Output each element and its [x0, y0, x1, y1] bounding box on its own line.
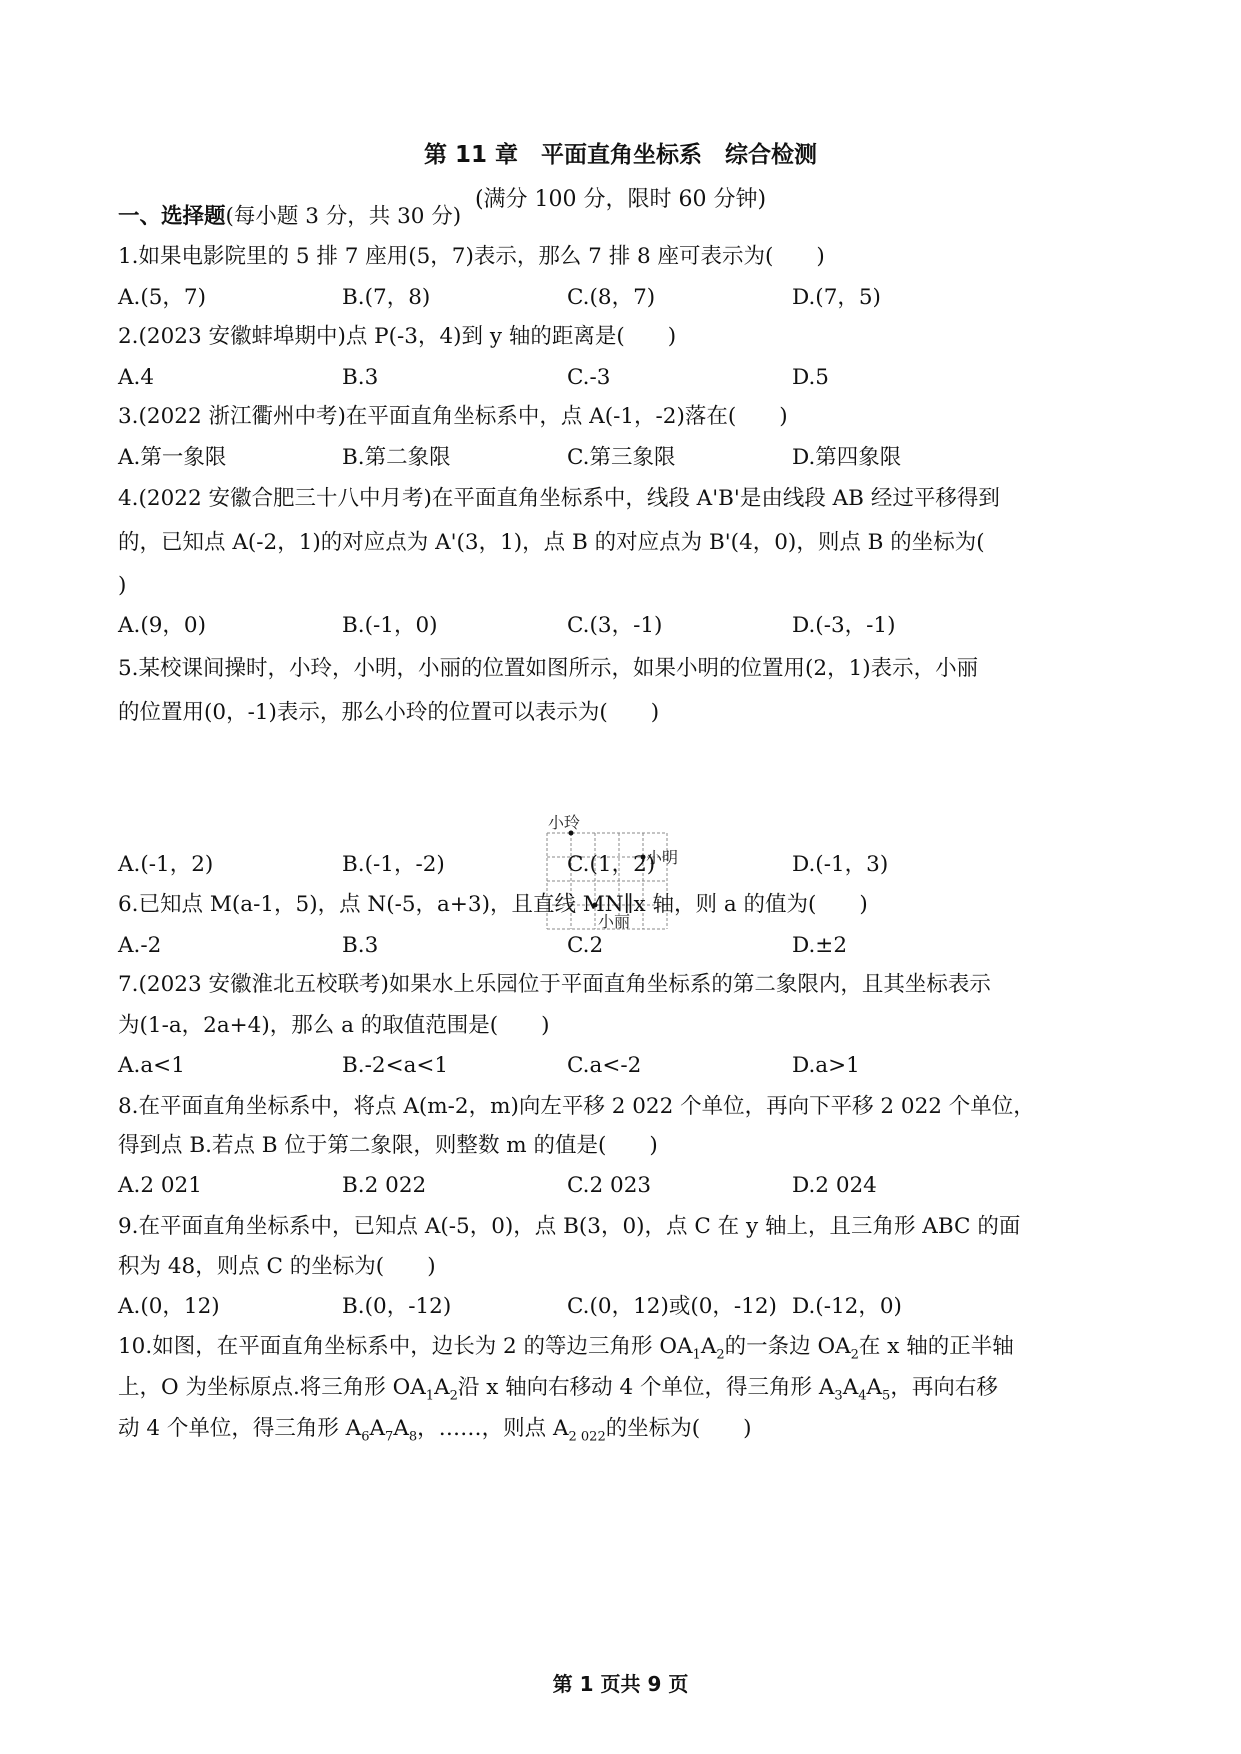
question-4-line-2: 的，已知点 A(-2，1)的对应点为 A'(3，1)，点 B 的对应点为 B'(4，0)，则点 B 的坐标为(: [118, 530, 985, 555]
question-2: 2.(2023 安徽蚌埠期中)点 P(-3，4)到 y 轴的距离是( ): [118, 324, 677, 349]
q2-option-a: A.4: [118, 365, 155, 390]
q3-option-a: A.第一象限: [118, 445, 227, 470]
q4-option-b: B.(-1，0): [342, 613, 438, 638]
xiaoming-label: 小明: [646, 848, 679, 867]
q7-option-b: B.-2<a<1: [342, 1053, 449, 1078]
page-footer: 第 1 页共 9 页: [552, 1672, 689, 1696]
q1-option-c: C.(8，7): [567, 285, 656, 310]
q10-subscript: 1: [425, 1388, 435, 1404]
q10-text: 的坐标为( ): [605, 1416, 752, 1441]
section-title: 一、选择题: [118, 204, 226, 229]
q10-text: ，……，则点 A: [417, 1416, 569, 1441]
q3-option-d: D.第四象限: [792, 445, 902, 470]
question-8-line-1: 8.在平面直角坐标系中，将点 A(m-2，m)向左平移 2 022 个单位，再向下平移 2 022 个单位，: [118, 1094, 1035, 1119]
q7-option-d: D.a>1: [792, 1053, 860, 1078]
q9-option-d: D.(-12，0): [792, 1294, 902, 1319]
question-5-line-2: 的位置用(0，-1)表示，那么小玲的位置可以表示为( ): [118, 700, 660, 725]
xiaoli-label: 小丽: [598, 912, 631, 931]
q1-option-a: A.(5，7): [118, 285, 206, 310]
q7-option-a: A.a<1: [118, 1053, 185, 1078]
q10-subscript: 7: [385, 1429, 394, 1445]
q6-option-a: A.-2: [118, 933, 162, 958]
q10-subscript: 3: [834, 1388, 843, 1404]
q10-text: 上，O 为坐标原点.将三角形 OA: [118, 1375, 426, 1400]
q10-text: A: [393, 1416, 409, 1441]
q10-text: 在 x 轴的正半轴: [858, 1334, 1014, 1359]
q10-text: A: [369, 1416, 386, 1441]
q6-option-c: C.2: [567, 933, 604, 958]
q6-option-b: B.3: [342, 933, 379, 958]
q9-option-b: B.(0，-12): [342, 1294, 452, 1319]
q1-option-d: D.(7，5): [792, 285, 881, 310]
q10-text: 10.如图，在平面直角坐标系中，边长为 2 的等边三角形 OA: [118, 1334, 693, 1359]
q9-option-a: A.(0，12): [118, 1294, 220, 1319]
q4-option-a: A.(9，0): [118, 613, 206, 638]
q8-option-a: A.2 021: [118, 1173, 202, 1198]
question-1: 1.如果电影院里的 5 排 7 座用(5，7)表示，那么 7 排 8 座可表示为( ): [118, 244, 825, 269]
q10-text: A: [700, 1334, 717, 1359]
question-9-line-1: 9.在平面直角坐标系中，已知点 A(-5，0)，点 B(3，0)，点 C 在 y 轴上，且三角形 ABC 的面: [118, 1214, 1021, 1239]
question-10-line-1: [118, 1332, 1128, 1370]
section-heading: [118, 202, 1128, 232]
question-6: 6.已知点 M(a-1，5)，点 N(-5，a+3)，且直线 MN∥x 轴，则 a 的值为( ): [118, 892, 868, 917]
q8-option-c: C.2 023: [567, 1173, 652, 1198]
q2-option-c: C.-3: [567, 365, 611, 390]
q10-subscript: 2: [716, 1347, 725, 1363]
question-7-line-2: 为(1-a，2a+4)，那么 a 的取值范围是( ): [118, 1013, 550, 1038]
q10-subscript: 8: [408, 1429, 418, 1445]
q6-option-d: D.±2: [792, 933, 847, 958]
q5-option-c: C.(1，2): [567, 852, 656, 877]
q9-option-c: C.(0，12)或(0，-12): [567, 1294, 777, 1319]
q10-subscript: 6: [361, 1429, 370, 1445]
question-7-line-1: 7.(2023 安徽淮北五校联考)如果水上乐园位于平面直角坐标系的第二象限内，且其坐标表示: [118, 972, 991, 997]
q10-subscript: 2: [850, 1347, 859, 1363]
q10-text: A: [842, 1375, 859, 1400]
question-4-line-3: ): [118, 573, 127, 598]
question-4-line-1: 4.(2022 安徽合肥三十八中月考)在平面直角坐标系中，线段 A'B'是由线段 AB 经过平移得到: [118, 486, 1000, 511]
q10-subscript: 5: [882, 1388, 891, 1404]
q10-subscript: 2 022: [568, 1429, 606, 1445]
question-5-line-1: 5.某校课间操时，小玲，小明，小丽的位置如图所示，如果小明的位置用(2，1)表示，小丽: [118, 656, 979, 681]
q10-text: 动 4 个单位，得三角形 A: [118, 1416, 362, 1441]
q8-option-d: D.2 024: [792, 1173, 877, 1198]
q5-option-d: D.(-1，3): [792, 852, 889, 877]
q10-subscript: 4: [858, 1388, 867, 1404]
q10-text: A: [434, 1375, 450, 1400]
question-3: 3.(2022 浙江衢州中考)在平面直角坐标系中，点 A(-1，-2)落在( ): [118, 404, 788, 429]
q4-option-d: D.(-3，-1): [792, 613, 896, 638]
q10-text: A: [866, 1375, 883, 1400]
q10-subscript: 1: [692, 1347, 701, 1363]
question-9-line-2: 积为 48，则点 C 的坐标为( ): [118, 1254, 436, 1279]
q10-text: 的一条边 OA: [724, 1334, 851, 1359]
question-8-line-2: 得到点 B.若点 B 位于第二象限，则整数 m 的值是( ): [118, 1133, 658, 1158]
q2-option-d: D.5: [792, 365, 829, 390]
question-10-line-3: [118, 1414, 1128, 1452]
q10-text: 沿 x 轴向右移动 4 个单位，得三角形 A: [457, 1375, 835, 1400]
q1-option-b: B.(7，8): [342, 285, 431, 310]
q10-subscript: 2: [449, 1388, 458, 1404]
question-10-line-2: [118, 1373, 1128, 1411]
q8-option-b: B.2 022: [342, 1173, 427, 1198]
q3-option-c: C.第三象限: [567, 445, 676, 470]
page-subtitle: (满分 100 分，限时 60 分钟): [474, 187, 767, 212]
q2-option-b: B.3: [342, 365, 379, 390]
q4-option-c: C.(3，-1): [567, 613, 663, 638]
xiaoling-label: 小玲: [548, 813, 581, 832]
section-note: (每小题 3 分，共 30 分): [225, 204, 462, 229]
q3-option-b: B.第二象限: [342, 445, 451, 470]
q5-option-a: A.(-1，2): [118, 852, 214, 877]
q10-text: ，再向右移: [890, 1375, 998, 1400]
q7-option-c: C.a<-2: [567, 1053, 642, 1078]
q5-option-b: B.(-1，-2): [342, 852, 445, 877]
page-title: 第 11 章 平面直角坐标系 综合检测: [423, 142, 818, 168]
